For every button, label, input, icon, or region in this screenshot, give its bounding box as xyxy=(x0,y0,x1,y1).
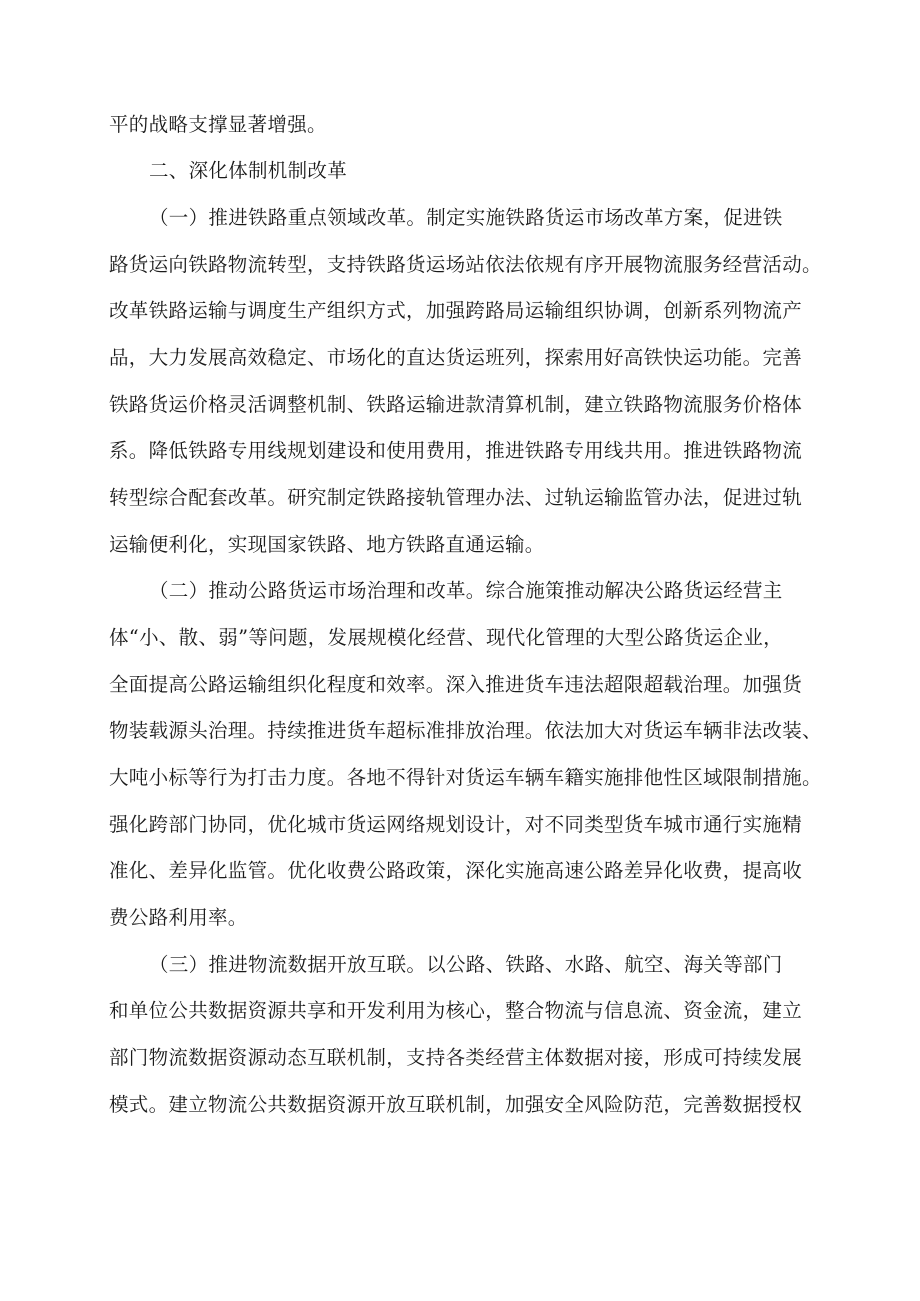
text-line: 强化跨部门协同，优化城市货运网络规划设计，对不同类型货车城市通行实施精 xyxy=(109,813,803,836)
text-line: （二）推动公路货运市场治理和改革。综合施策推动解决公路货运经营主 xyxy=(149,579,783,602)
text-line: 费公路利用率。 xyxy=(109,906,248,929)
section-heading: 二、深化体制机制改革 xyxy=(149,159,348,182)
text-line: 模式。建立物流公共数据资源开放互联机制，加强安全风险防范，完善数据授权 xyxy=(109,1093,803,1116)
text-line: （一）推进铁路重点领域改革。制定实施铁路货运市场改革方案，促进铁 xyxy=(149,206,783,229)
text-line: 运输便利化，实现国家铁路、地方铁路直通运输。 xyxy=(109,533,545,556)
text-line: 全面提高公路运输组织化程度和效率。深入推进货车违法超限超载治理。加强货 xyxy=(109,673,803,696)
text-line: 品，大力发展高效稳定、市场化的直达货运班列，探索用好高铁快运功能。完善 xyxy=(109,346,803,369)
text-line: 部门物流数据资源动态互联机制，支持各类经营主体数据对接，形成可持续发展 xyxy=(109,1046,803,1069)
text-line: 大吨小标等行为打击力度。各地不得针对货运车辆车籍实施排他性区域限制措施。 xyxy=(109,766,822,789)
text-line: 和单位公共数据资源共享和开发利用为核心，整合物流与信息流、资金流，建立 xyxy=(109,999,803,1022)
text-line: 路货运向铁路物流转型，支持铁路货运场站依法依规有序开展物流服务经营活动。 xyxy=(109,253,822,276)
text-line: 改革铁路运输与调度生产组织方式，加强跨路局运输组织协调，创新系列物流产 xyxy=(109,299,803,322)
text-line: （三）推进物流数据开放互联。以公路、铁路、水路、航空、海关等部门 xyxy=(149,953,783,976)
text-line: 系。降低铁路专用线规划建设和使用费用，推进铁路专用线共用。推进铁路物流 xyxy=(109,439,803,462)
text-line: 体“小、散、弱”等问题，发展规模化经营、现代化管理的大型公路货运企业， xyxy=(109,626,783,649)
text-line: 准化、差异化监管。优化收费公路政策，深化实施高速公路差异化收费，提高收 xyxy=(109,859,803,882)
text-line: 物装载源头治理。持续推进货车超标准排放治理。依法加大对货运车辆非法改装、 xyxy=(109,719,822,742)
text-line: 铁路货运价格灵活调整机制、铁路运输进款清算机制，建立铁路物流服务价格体 xyxy=(109,393,803,416)
text-line: 平的战略支撑显著增强。 xyxy=(109,113,327,136)
text-line: 转型综合配套改革。研究制定铁路接轨管理办法、过轨运输监管办法，促进过轨 xyxy=(109,486,803,509)
